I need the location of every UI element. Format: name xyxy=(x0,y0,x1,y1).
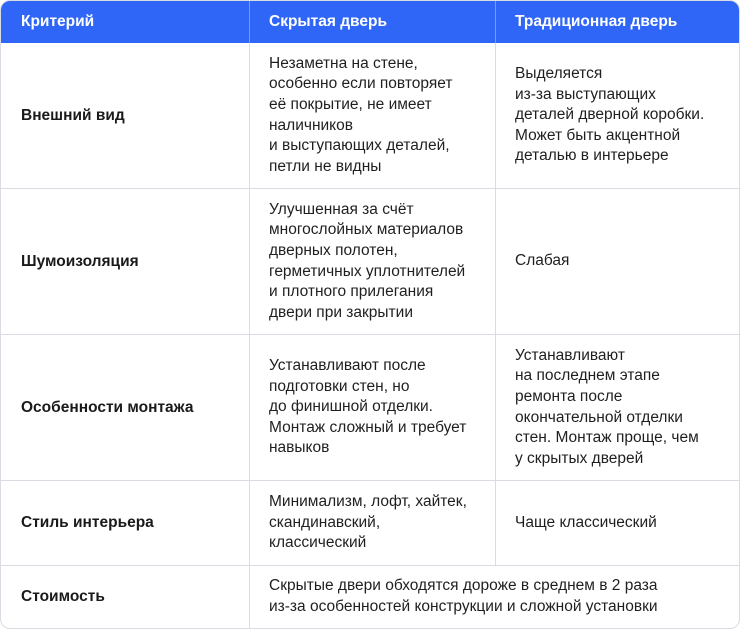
traditional-door-cell: Чаще классический xyxy=(495,481,739,565)
header-criterion: Критерий xyxy=(21,13,95,30)
table-row xyxy=(1,189,739,335)
criterion-cell: Стоимость xyxy=(21,588,105,605)
traditional-door-cell: Слабая xyxy=(495,189,739,334)
criterion-cell: Стиль интерьера xyxy=(21,514,154,531)
traditional-door-cell: Устанавливают на последнем этапе ремонта после окончательной отделки стен. Монтаж проще, чем у скрытых дверей xyxy=(495,335,739,480)
traditional-door-cell: Выделяется из-за выступающих деталей дверной коробки. Может быть акцентной деталью в интерьере xyxy=(495,43,739,188)
hidden-door-cell: Минимализм, лофт, хайтек, скандинавский, классический xyxy=(249,481,495,565)
criterion-cell: Внешний вид xyxy=(21,106,125,124)
table-row xyxy=(1,335,739,481)
hidden-door-cell: Улучшенная за счёт многослойных материалов дверных полотен, герметичных уплотнителей и плотного прилегания двери при закрытии xyxy=(249,189,495,334)
header-hidden-door: Скрытая дверь xyxy=(249,1,495,43)
table-row xyxy=(1,481,739,566)
criterion-cell: Шумоизоляция xyxy=(21,252,139,270)
hidden-door-cell: Устанавливают после подготовки стен, но до финишной отделки. Монтаж сложный и требует навыков xyxy=(249,335,495,480)
table-row xyxy=(1,566,739,628)
criterion-cell: Особенности монтажа xyxy=(21,398,194,416)
table-row xyxy=(1,43,739,189)
hidden-door-cell: Незаметна на стене, особенно если повторяет eё покрытие, не имеет наличников и выступающих деталей, петли не видны xyxy=(249,43,495,188)
header-traditional-door: Традиционная дверь xyxy=(495,1,739,43)
combined-cell: Скрытые двери обходятся дороже в среднем в 2 раза из-за особенностей конструкции и сложной установки xyxy=(249,566,739,628)
table-header xyxy=(1,1,739,43)
